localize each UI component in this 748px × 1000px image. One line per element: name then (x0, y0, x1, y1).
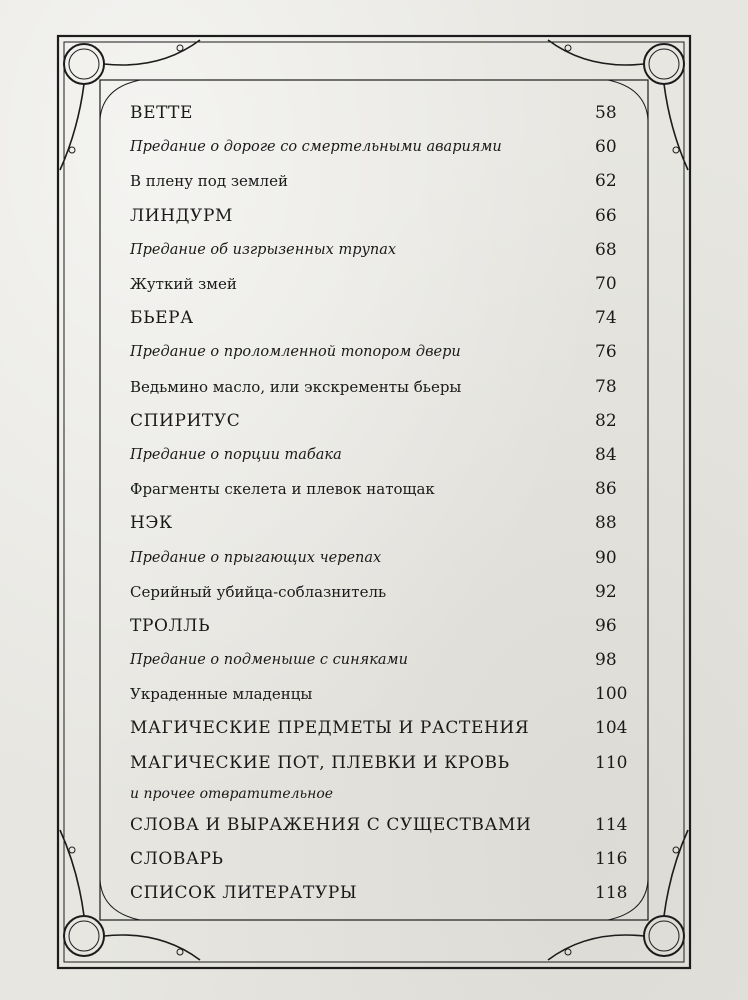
toc-entry-page: 88 (595, 513, 617, 534)
toc-entry-title: СЛОВАРЬ (130, 849, 224, 870)
toc-entry (130, 130, 655, 164)
toc-entry-page: 118 (595, 883, 628, 904)
toc-entry-title: Предание о проломленной топором двери (130, 344, 461, 361)
toc-entry-title: Предание о подменыше с синяками (130, 652, 408, 669)
toc-entry-page: 62 (595, 171, 617, 192)
toc-entry-title: Предание о порции табака (130, 446, 342, 463)
toc-entry-title: СПИРИТУС (130, 410, 241, 431)
toc-entry-title: Предание о прыгающих черепах (130, 549, 382, 566)
toc-entry-page: 68 (595, 239, 617, 260)
toc-entry (130, 301, 655, 335)
toc-entry (130, 711, 655, 745)
toc-entry-page: 84 (595, 444, 617, 465)
toc-entry-title: Предание об изгрызенных трупах (130, 241, 397, 258)
toc-entry-page: 98 (595, 650, 617, 671)
toc-entry-title: Фрагменты скелета и плевок натощак (130, 480, 435, 499)
toc-entry-page: 70 (595, 274, 617, 295)
toc-entry (130, 164, 655, 198)
toc-entry-title: СПИСОК ЛИТЕРАТУРЫ (130, 883, 358, 904)
toc-entry (130, 404, 655, 438)
table-of-contents (130, 96, 655, 910)
toc-entry-page: 66 (595, 205, 617, 226)
toc-entry-title: МАГИЧЕСКИЕ ПОТ, ПЛЕВКИ И КРОВЬ (130, 752, 510, 773)
corner-circle-bottom-left (64, 916, 104, 956)
toc-entry (130, 233, 655, 267)
toc-entry-title: ТРОЛЛЬ (130, 615, 211, 636)
toc-entry (130, 472, 655, 506)
toc-entry-page: 104 (595, 718, 628, 739)
toc-entry (130, 506, 655, 540)
toc-entry (130, 808, 655, 842)
toc-entry-page: 114 (595, 814, 628, 835)
corner-circle-top-right (644, 44, 684, 84)
toc-entry-title: В плену под землей (130, 172, 288, 191)
toc-entry (130, 876, 655, 910)
toc-entry-title: Ведьмино масло, или экскременты бьеры (130, 377, 462, 396)
toc-entry (130, 335, 655, 369)
toc-entry-page: 110 (595, 752, 628, 773)
toc-entry (130, 370, 655, 404)
toc-entry (130, 438, 655, 472)
toc-entry-page: 96 (595, 615, 617, 636)
toc-entry-page: 74 (595, 308, 617, 329)
toc-entry-title: Украденные младенцы (130, 685, 313, 704)
toc-entry-page: 78 (595, 376, 617, 397)
toc-entry-title: СЛОВА И ВЫРАЖЕНИЯ С СУЩЕСТВАМИ (130, 814, 532, 835)
toc-entry-title: БЬЕРА (130, 308, 194, 329)
corner-circle-top-left (64, 44, 104, 84)
toc-entry-page: 90 (595, 547, 617, 568)
toc-entry (130, 609, 655, 643)
toc-entry-title: Жуткий змей (130, 275, 237, 294)
toc-entry-page: 92 (595, 581, 617, 602)
toc-entry (130, 643, 655, 677)
toc-entry (130, 96, 655, 130)
toc-entry (130, 746, 655, 780)
toc-entry (130, 780, 655, 808)
toc-entry-title: Предание о дороге со смертельными авариями (130, 139, 502, 156)
corner-circle-bottom-right (644, 916, 684, 956)
toc-entry-title: и прочее отвратительное (130, 785, 334, 802)
toc-entry-title: ВЕТТЕ (130, 103, 193, 124)
toc-entry (130, 575, 655, 609)
toc-entry-title: МАГИЧЕСКИЕ ПРЕДМЕТЫ И РАСТЕНИЯ (130, 718, 530, 739)
toc-entry-page: 60 (595, 137, 617, 158)
toc-entry-page: 58 (595, 103, 617, 124)
toc-entry (130, 540, 655, 574)
toc-entry-page: 76 (595, 342, 617, 363)
toc-entry-page: 116 (595, 849, 628, 870)
toc-entry (130, 842, 655, 876)
toc-entry-title: Серийный убийца-соблазнитель (130, 582, 387, 601)
toc-entry-page: 82 (595, 410, 617, 431)
toc-entry (130, 199, 655, 233)
toc-entry-title: ЛИНДУРМ (130, 205, 233, 226)
toc-entry (130, 267, 655, 301)
toc-entry-page: 100 (595, 684, 628, 705)
toc-entry-page: 86 (595, 479, 617, 500)
toc-entry (130, 677, 655, 711)
toc-entry-title: НЭК (130, 513, 173, 534)
